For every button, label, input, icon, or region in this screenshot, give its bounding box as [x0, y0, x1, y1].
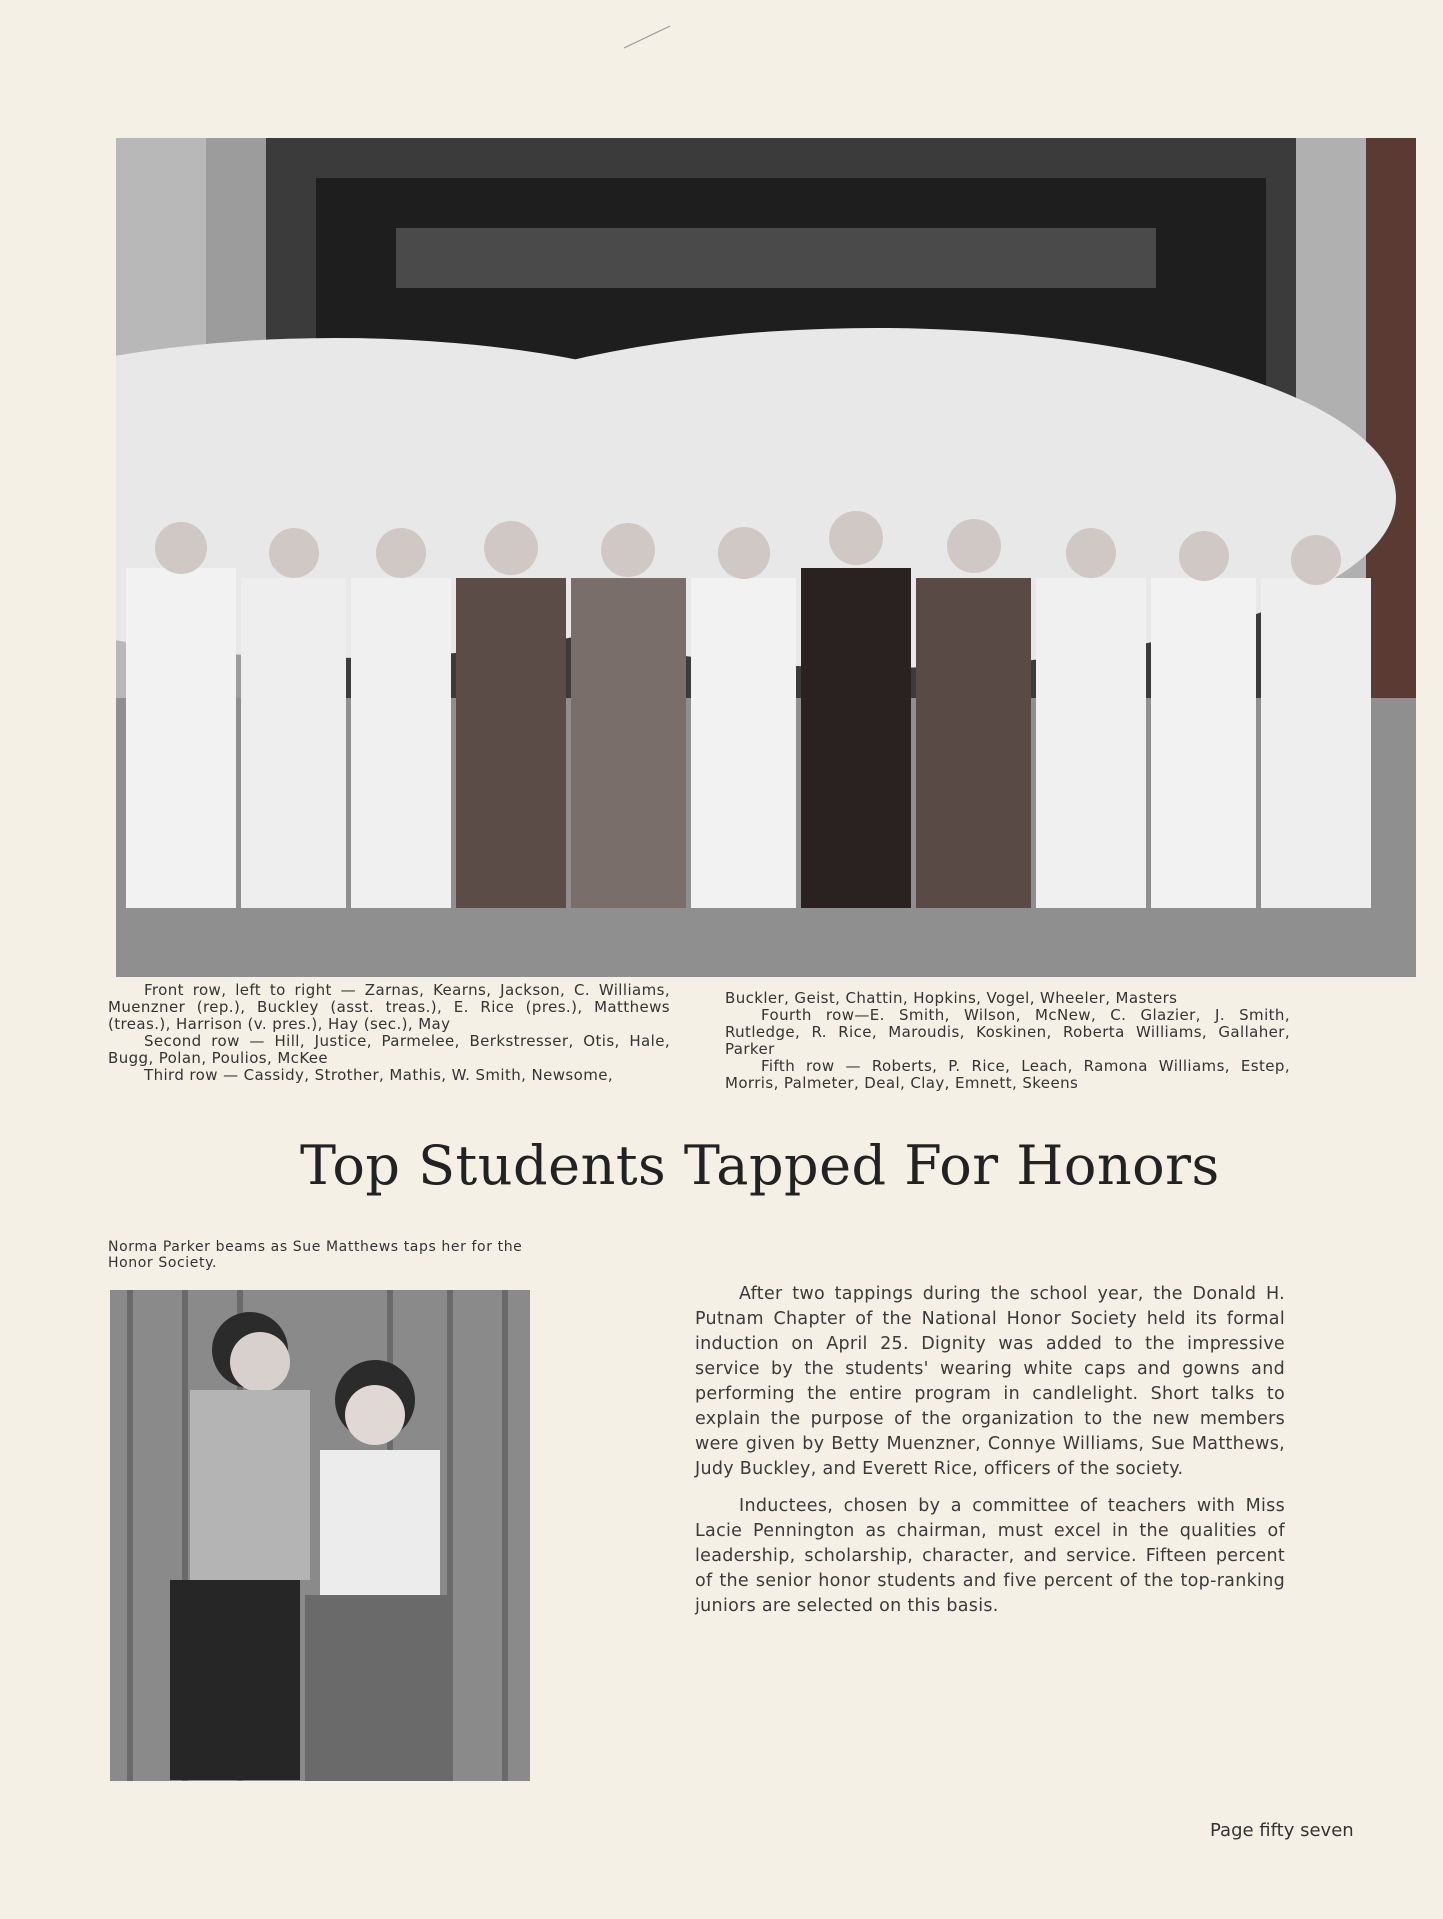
- caption-third-row-cont: Buckler, Geist, Chattin, Hopkins, Vogel, Wheeler, Masters: [725, 989, 1178, 1007]
- caption-second-row: Second row — Hill, Justice, Parmelee, Berkstresser, Otis, Hale, Bugg, Polan, Poulios, McKee: [108, 1032, 670, 1067]
- page-number: Page fifty seven: [1210, 1820, 1354, 1841]
- page-headline: Top Students Tapped For Honors: [300, 1134, 1220, 1197]
- group-photo: [116, 138, 1416, 977]
- caption-fourth-row: Fourth row—E. Smith, Wilson, McNew, C. Glazier, J. Smith, Rutledge, R. Rice, Maroudis, Koskinen, Roberta Williams, Gallaher, Parker: [725, 1006, 1290, 1058]
- tapping-photo: [110, 1290, 530, 1781]
- article-body: [695, 1282, 1285, 1631]
- article-paragraph-2: Inductees, chosen by a committee of teachers with Miss Lacie Pennington as chairman, must excel in the qualities of leadership, scholarship, character, and service. Fifteen percent of the senior honor students and five percent of the top-ranking juniors are selected on this basis.: [695, 1496, 1285, 1616]
- photo-caption-left: [108, 982, 670, 1084]
- pencil-mark: [622, 22, 672, 52]
- caption-front-row: Front row, left to right — Zarnas, Kearns, Jackson, C. Williams, Muenzner (rep.), Buckley (asst. treas.), E. Rice (pres.), Matthews (treas.), Harrison (v. pres.), Hay (sec.), May: [108, 981, 670, 1033]
- photo-caption-right: [725, 990, 1290, 1092]
- caption-fifth-row: Fifth row — Roberts, P. Rice, Leach, Ramona Williams, Estep, Morris, Palmeter, Deal, Clay, Emnett, Skeens: [725, 1057, 1290, 1092]
- article-paragraph-1: After two tappings during the school year, the Donald H. Putnam Chapter of the National Honor Society held its formal induction on April 25. Dignity was added to the impressive service by the students' wearing white caps and gowns and performing the entire program in candlelight. Short talks to explain the purpose of the organization to the new members were given by Betty Muenzner, Connye Williams, Sue Matthews, Judy Buckley, and Everett Rice, officers of the society.: [695, 1284, 1285, 1479]
- caption-third-row: Third row — Cassidy, Strother, Mathis, W. Smith, Newsome,: [144, 1066, 614, 1084]
- small-photo-caption: Norma Parker beams as Sue Matthews taps her for the Honor Society.: [108, 1239, 523, 1271]
